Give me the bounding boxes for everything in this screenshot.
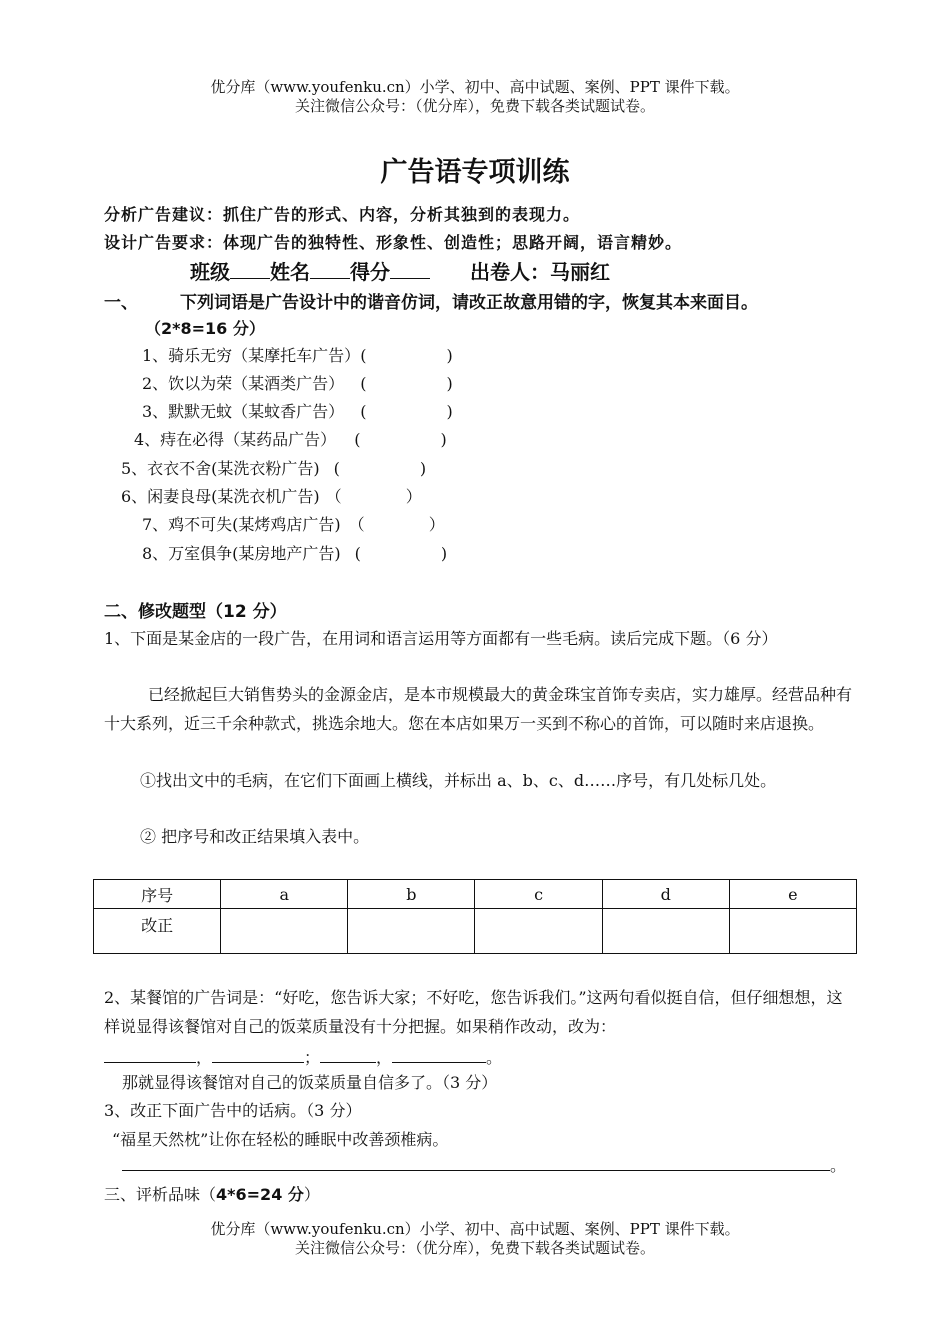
q2-blank-1[interactable]	[104, 1046, 196, 1063]
section1-item-1: 1、骑乐无穷（某摩托车广告）( )	[142, 346, 453, 365]
page-title: 广告语专项训练	[380, 157, 570, 188]
q1-task1: ①找出文中的毛病，在它们下面画上横线，并标出 a、b、c、d……序号，有几处标几处。	[140, 771, 777, 790]
table-header-row	[94, 880, 857, 909]
q2-text: 2、某餐馆的广告词是：“好吃，您告诉大家；不好吃，您告诉我们。”这两句看似挺自信，但仔细想想，这样说显得该餐馆对自己的饭菜质量没有十分把握。如果稍作改动，改为：	[104, 988, 843, 1036]
score-label: 得分	[350, 260, 390, 284]
score-blank[interactable]	[390, 260, 430, 279]
q3-text: 3、改正下面广告中的话病。（3 分）	[104, 1101, 362, 1120]
name-blank[interactable]	[310, 260, 350, 279]
table-header-cell: d	[602, 880, 729, 909]
class-label: 班级	[190, 260, 230, 284]
q2-blank-3[interactable]	[320, 1046, 376, 1063]
class-blank[interactable]	[230, 260, 270, 279]
q1-passage: 已经掀起巨大销售势头的金源金店，是本市规模最大的黄金珠宝首饰专卖店，实力雄厚。经营品种有十大系列，近三千余种款式，挑选余地大。您在本店如果万一买到不称心的首饰，可以随时来店退换。	[104, 685, 853, 733]
table-header-cell: e	[729, 880, 856, 909]
q2-blank-4[interactable]	[392, 1046, 486, 1063]
section1-item-5: 5、衣衣不舍(某洗衣粉广告) ( )	[121, 459, 427, 478]
section1-item-3: 3、默默无蚊（某蚊香广告） ( )	[142, 402, 453, 421]
section1-item-4: 4、痔在必得（某药品广告） ( )	[134, 430, 447, 449]
table-row	[94, 909, 857, 954]
name-label: 姓名	[270, 260, 310, 284]
page-header-line1: 优分库（www.youfenku.cn）小学、初中、高中试题、案例、PPT 课件下载。	[210, 78, 740, 96]
section1-item-6: 6、闲妻良母(某洗衣机广告) （ ）	[121, 487, 422, 506]
q2-continuation: 那就显得该餐馆对自己的饭菜质量自信多了。（3 分）	[122, 1073, 498, 1092]
page-header-line2: 关注微信公众号：（优分库），免费下载各类试题试卷。	[294, 97, 655, 115]
student-info-line	[190, 256, 610, 285]
correction-table	[93, 879, 857, 954]
table-answer-cell[interactable]	[221, 909, 348, 954]
page-footer-line2: 关注微信公众号：（优分库），免费下载各类试题试卷。	[294, 1239, 655, 1257]
q3-ad: “福星天然枕”让你在轻松的睡眠中改善颈椎病。	[112, 1130, 449, 1149]
q1-task2: ② 把序号和改正结果填入表中。	[140, 827, 370, 846]
section1-item-7: 7、鸡不可失(某烤鸡店广告) （ ）	[142, 515, 445, 534]
table-row-label: 改正	[94, 909, 221, 954]
table-header-cell: b	[348, 880, 475, 909]
table-answer-cell[interactable]	[475, 909, 602, 954]
table-header-cell: a	[221, 880, 348, 909]
q2-blanks-line: ， ； ， 。	[104, 1045, 502, 1068]
section1-score: （2*8=16 分）	[145, 319, 265, 338]
q3-answer-line: 。	[122, 1153, 846, 1176]
section3-heading: 三、评析品味（4*6=24 分）	[104, 1185, 320, 1204]
q2-blank-2[interactable]	[212, 1046, 304, 1063]
table-answer-cell[interactable]	[348, 909, 475, 954]
table-answer-cell[interactable]	[602, 909, 729, 954]
author-label: 出卷人：马丽红	[470, 260, 610, 284]
section1-item-8: 8、万室俱争(某房地产广告) ( )	[142, 544, 448, 563]
table-header-cell: 序号	[94, 880, 221, 909]
q1-intro: 1、下面是某金店的一段广告，在用词和语言运用等方面都有一些毛病。读后完成下题。（6 分）	[104, 629, 778, 648]
table-header-cell: c	[475, 880, 602, 909]
table-answer-cell[interactable]	[729, 909, 856, 954]
section2-heading: 二、修改题型（12 分）	[104, 602, 287, 622]
analysis-line2: 设计广告要求：体现广告的独特性、形象性、创造性；思路开阔，语言精妙。	[104, 233, 683, 252]
section1-number: 一、	[104, 293, 138, 313]
section1-instruction: 下列词语是广告设计中的谐音仿词，请改正故意用错的字，恢复其本来面目。	[180, 293, 758, 313]
q3-blank[interactable]	[122, 1154, 830, 1171]
page-footer-line1: 优分库（www.youfenku.cn）小学、初中、高中试题、案例、PPT 课件下载。	[210, 1220, 740, 1238]
section1-item-2: 2、饮以为荣（某酒类广告） ( )	[142, 374, 453, 393]
analysis-line1: 分析广告建议：抓住广告的形式、内容，分析其独到的表现力。	[104, 205, 581, 224]
